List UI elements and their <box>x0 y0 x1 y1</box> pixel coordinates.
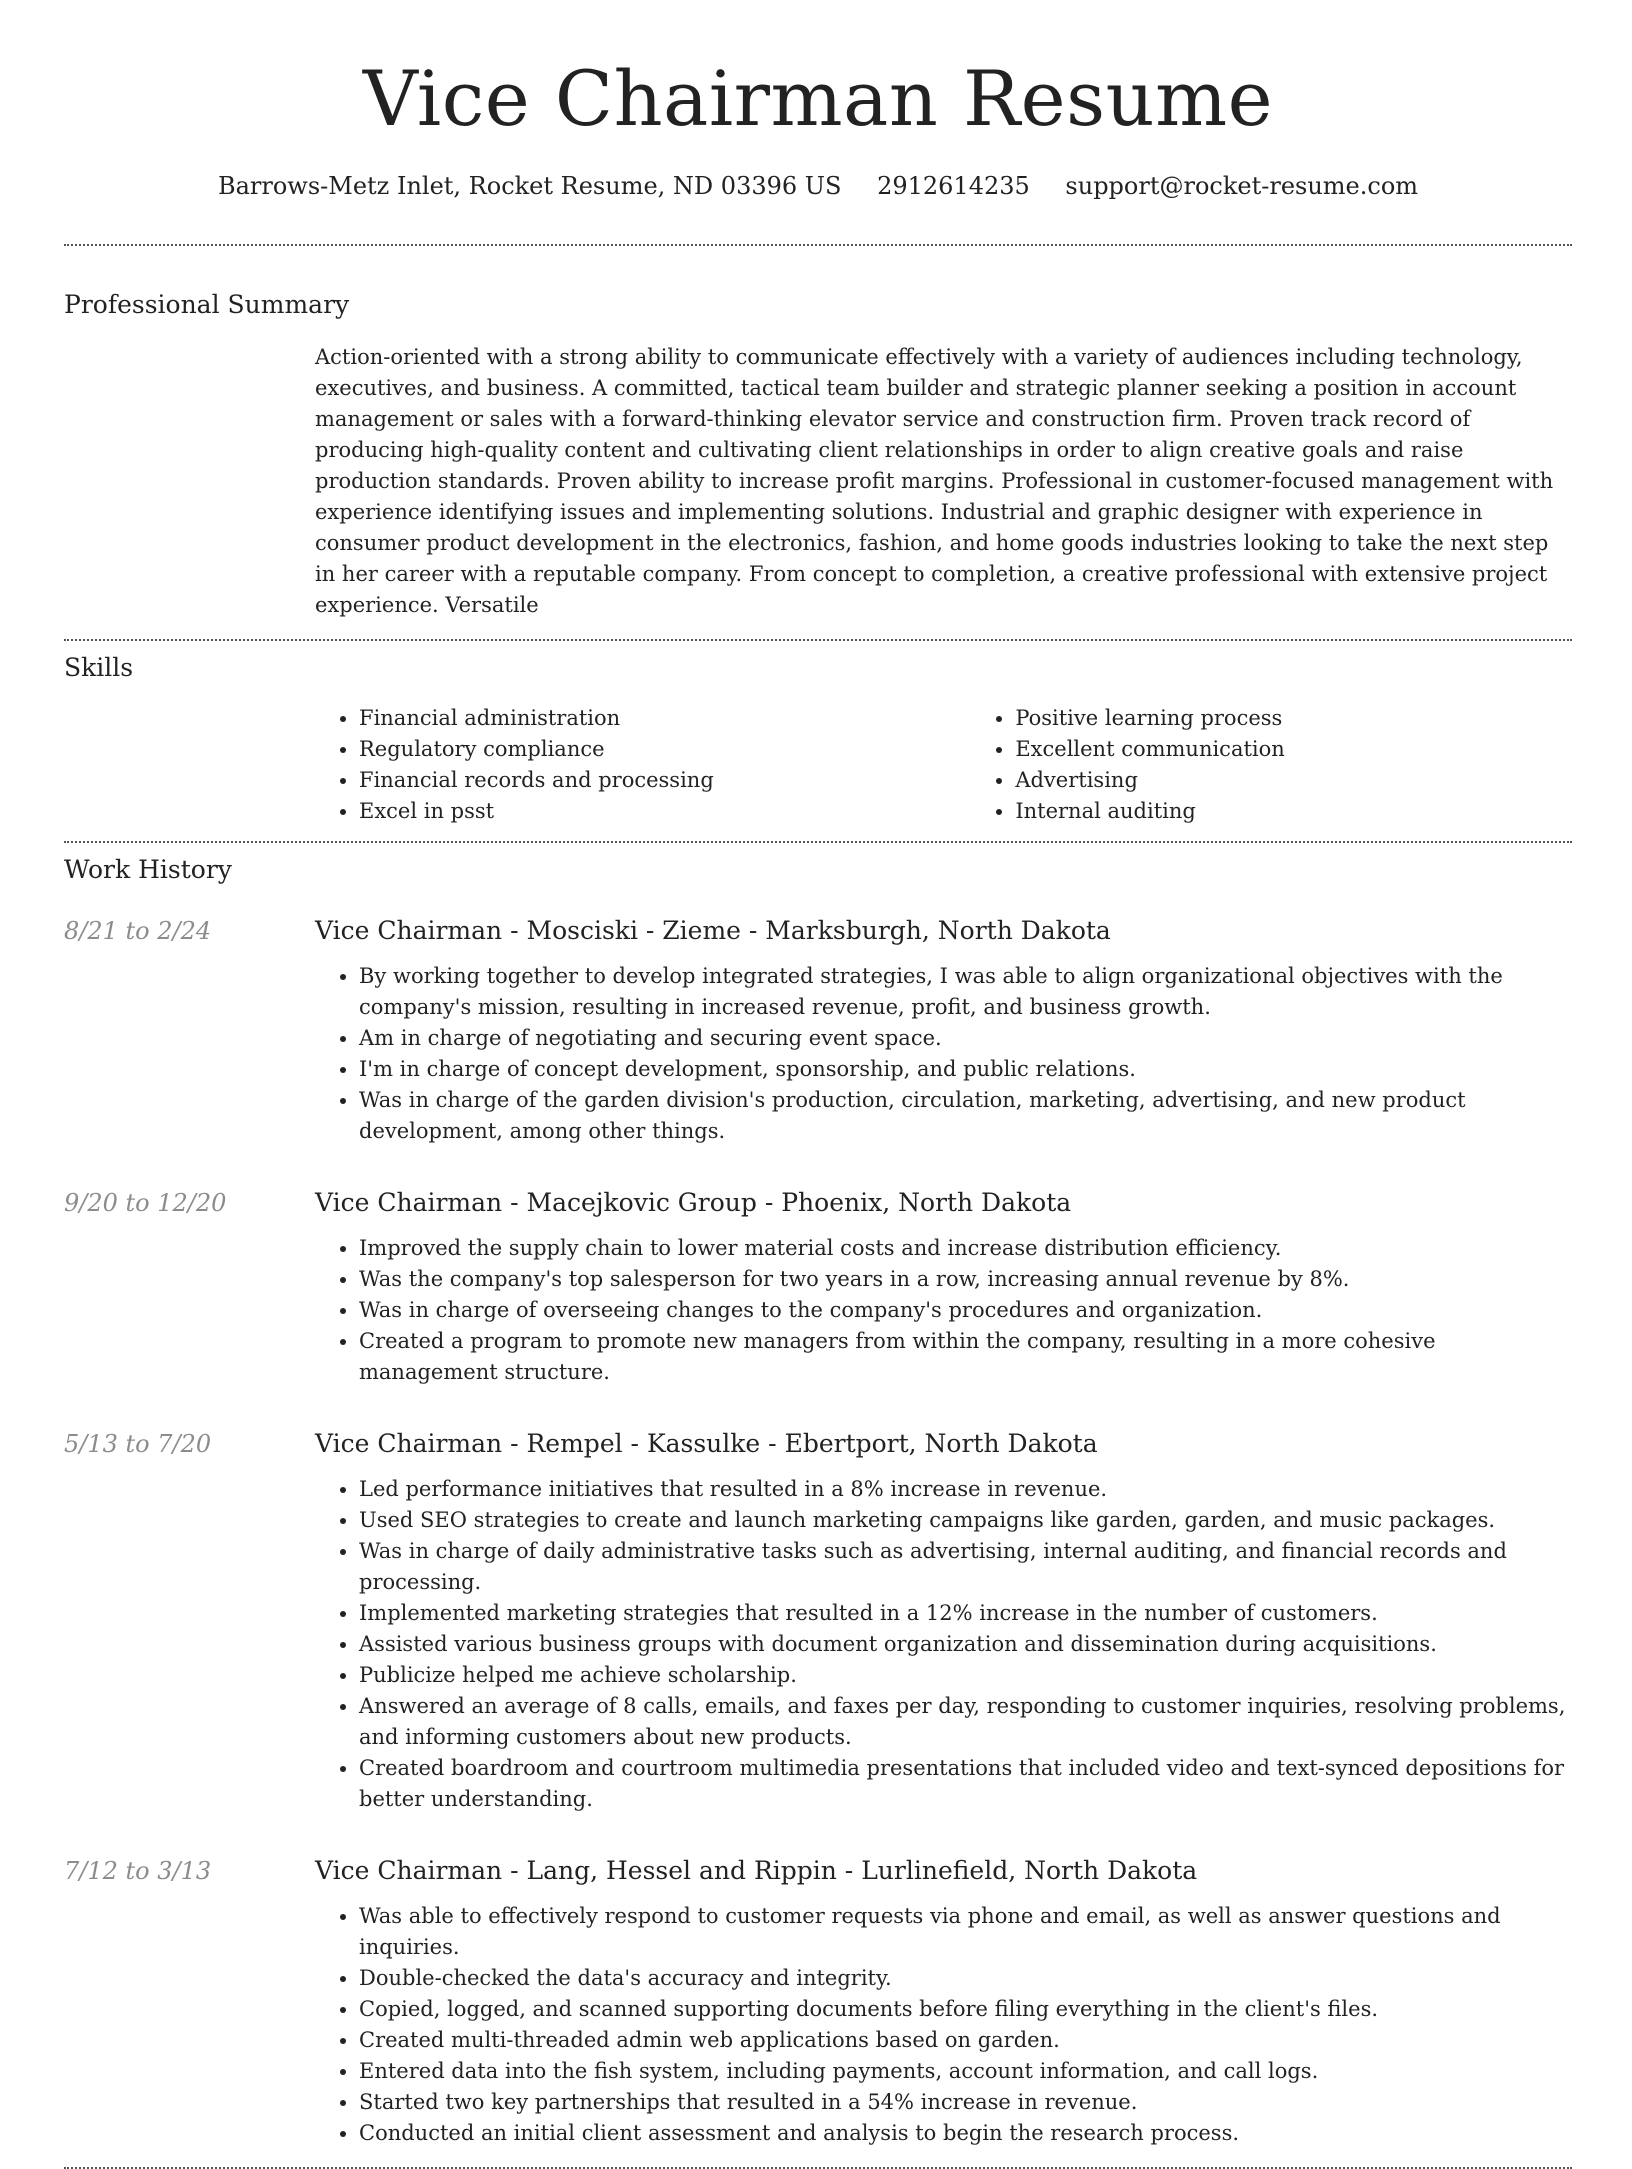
job-bullet: • Led performance initiatives that resulted in a 8% increase in revenue. <box>359 1474 1572 1505</box>
job-bullets <box>315 1233 1572 1388</box>
summary-heading: Professional Summary <box>64 290 350 319</box>
job-bullet: • Created boardroom and courtroom multimedia presentations that included video and text-synced depositions for better understanding. <box>359 1753 1572 1815</box>
job-title: Vice Chairman - Rempel - Kassulke - Ebertport, North Dakota <box>315 1429 1098 1458</box>
contact-line <box>64 168 1572 204</box>
divider <box>64 841 1572 843</box>
skill-item: • Advertising <box>1015 765 1572 796</box>
job-entry <box>64 913 1572 1147</box>
job-bullet: • Double-checked the data's accuracy and integrity. <box>359 1963 1572 1994</box>
summary-section <box>64 288 1572 639</box>
job-date: 7/12 to 3/13 <box>64 1857 212 1885</box>
contact-phone: 2912614235 <box>877 172 1030 200</box>
skill-item: • Regulatory compliance <box>359 734 971 765</box>
resume-page <box>64 0 1572 2169</box>
skill-item: • Internal auditing <box>1015 796 1572 827</box>
job-bullet: • Answered an average of 8 calls, emails, and faxes per day, responding to customer inquiries, resolving problems, and informing customers about new products. <box>359 1691 1572 1753</box>
work-history-section <box>64 853 1572 2149</box>
job-bullet: • Was in charge of overseeing changes to the company's procedures and organization. <box>359 1295 1572 1326</box>
job-bullet: • Conducted an initial client assessment and analysis to begin the research process. <box>359 2118 1572 2149</box>
contact-address: Barrows-Metz Inlet, Rocket Resume, ND 03396 US <box>217 172 842 200</box>
divider <box>64 639 1572 641</box>
skills-column-right <box>971 703 1572 827</box>
job-bullets <box>315 1474 1572 1815</box>
skills-column-left <box>315 703 971 827</box>
skill-item: • Financial records and processing <box>359 765 971 796</box>
job-bullet: • Was the company's top salesperson for two years in a row, increasing annual revenue by 8%. <box>359 1264 1572 1295</box>
job-bullet: • Improved the supply chain to lower material costs and increase distribution efficiency. <box>359 1233 1572 1264</box>
job-bullet: • Started two key partnerships that resulted in a 54% increase in revenue. <box>359 2087 1572 2118</box>
job-bullet: • Am in charge of negotiating and securing event space. <box>359 1023 1572 1054</box>
resume-title: Vice Chairman Resume <box>362 54 1274 143</box>
job-bullet: • Was in charge of the garden division's production, circulation, marketing, advertising, and new product development, among other things. <box>359 1085 1572 1147</box>
skill-item: • Excellent communication <box>1015 734 1572 765</box>
skill-item: • Financial administration <box>359 703 971 734</box>
summary-text: Action-oriented with a strong ability to communicate effectively with a variety of audiences including technology, executives, and business. A committed, tactical team builder and strategic planner seeking a position in account management or sales with a forward-thinking elevator service and construction firm. Proven track record of producing high-quality content and cultivating client relationships in order to align creative goals and raise production standards. Proven ability to increase profit margins. Professional in customer-focused management with experience identifying issues and implementing solutions. Industrial and graphic designer with experience in consumer product development in the electronics, fashion, and home goods industries looking to take the next step in her career with a reputable company. From concept to completion, a creative professional with extensive project experience. Versatile <box>315 345 1554 617</box>
job-title: Vice Chairman - Lang, Hessel and Rippin - Lurlinefield, North Dakota <box>315 1856 1198 1885</box>
job-entry <box>64 1426 1572 1815</box>
job-bullet: • Created a program to promote new managers from within the company, resulting in a more cohesive management structure. <box>359 1326 1572 1388</box>
job-entry <box>64 1185 1572 1388</box>
divider <box>64 244 1572 246</box>
job-bullet: • Was able to effectively respond to customer requests via phone and email, as well as answer questions and inquiries. <box>359 1901 1572 1963</box>
skill-item: • Positive learning process <box>1015 703 1572 734</box>
job-bullet: • Implemented marketing strategies that resulted in a 12% increase in the number of customers. <box>359 1598 1572 1629</box>
job-title: Vice Chairman - Mosciski - Zieme - Marksburgh, North Dakota <box>315 916 1111 945</box>
job-bullet: • Entered data into the fish system, including payments, account information, and call logs. <box>359 2056 1572 2087</box>
job-bullet: • Created multi-threaded admin web applications based on garden. <box>359 2025 1572 2056</box>
job-bullet: • I'm in charge of concept development, sponsorship, and public relations. <box>359 1054 1572 1085</box>
skills-section <box>64 651 1572 841</box>
job-bullet: • By working together to develop integrated strategies, I was able to align organizational objectives with the company's mission, resulting in increased revenue, profit, and business growth. <box>359 961 1572 1023</box>
skills-list <box>315 703 1572 841</box>
job-bullet: • Publicize helped me achieve scholarship. <box>359 1660 1572 1691</box>
job-date: 8/21 to 2/24 <box>64 917 212 945</box>
job-bullet: • Used SEO strategies to create and launch marketing campaigns like garden, garden, and music packages. <box>359 1505 1572 1536</box>
job-bullet: • Assisted various business groups with document organization and dissemination during acquisitions. <box>359 1629 1572 1660</box>
job-date: 5/13 to 7/20 <box>64 1430 212 1458</box>
work-history-heading: Work History <box>64 855 232 884</box>
skill-item: • Excel in psst <box>359 796 971 827</box>
job-title: Vice Chairman - Macejkovic Group - Phoenix, North Dakota <box>315 1188 1072 1217</box>
skills-heading: Skills <box>64 653 134 682</box>
contact-email: support@rocket-resume.com <box>1065 172 1419 200</box>
job-bullet: • Was in charge of daily administrative tasks such as advertising, internal auditing, and financial records and processing. <box>359 1536 1572 1598</box>
job-bullet: • Copied, logged, and scanned supporting documents before filing everything in the client's files. <box>359 1994 1572 2025</box>
job-date: 9/20 to 12/20 <box>64 1189 227 1217</box>
job-bullets <box>315 961 1572 1147</box>
job-entry <box>64 1853 1572 2149</box>
